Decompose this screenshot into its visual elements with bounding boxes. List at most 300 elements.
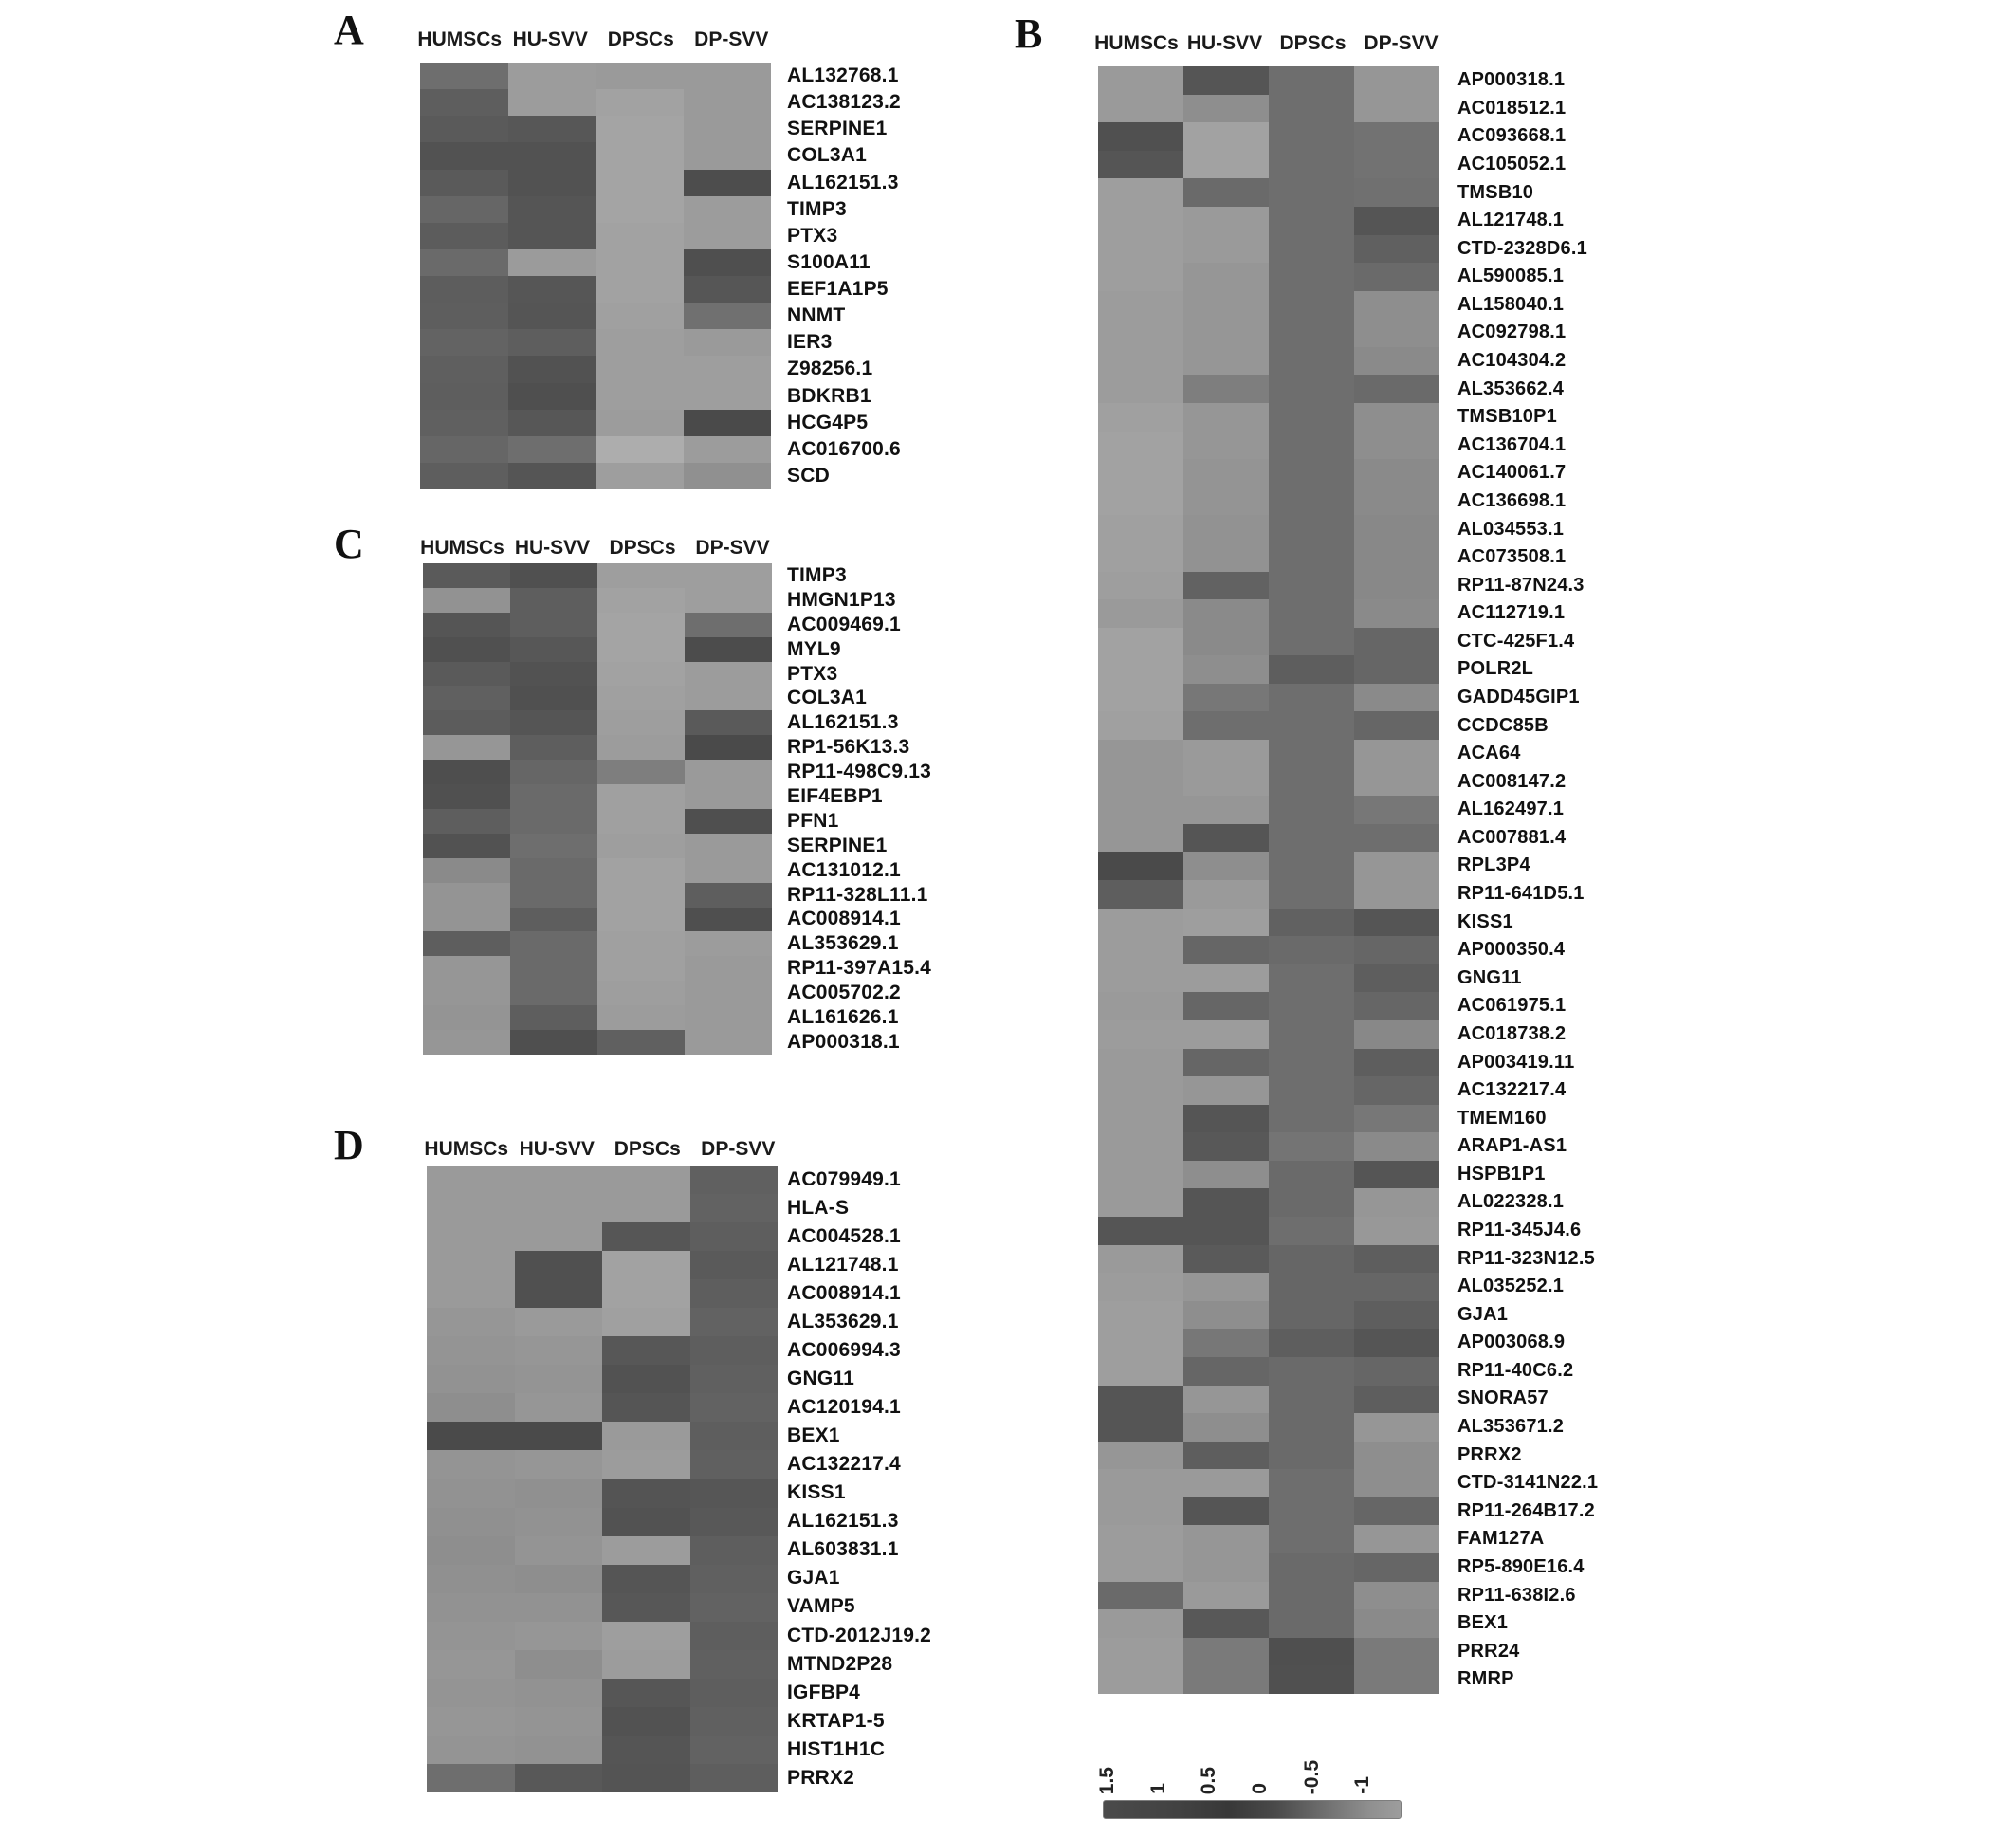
heatmap-cell (1098, 1386, 1183, 1414)
heatmap-cell (690, 1650, 779, 1679)
heatmap-cell (1269, 852, 1354, 880)
heatmap-cell (1354, 1049, 1439, 1077)
colorbar-tick-label: -1 (1351, 1776, 1374, 1794)
heatmap-cell (1183, 1413, 1269, 1442)
gene-label: AC138123.2 (787, 91, 901, 114)
heatmap-cell (1183, 1188, 1269, 1217)
heatmap-cell (685, 809, 772, 834)
heatmap-cell (1098, 403, 1183, 432)
heatmap-cell (1269, 1497, 1354, 1526)
heatmap-cell (510, 563, 597, 588)
heatmap-cell (1269, 1442, 1354, 1470)
heatmap-cell (1269, 178, 1354, 207)
heatmap-cell (1098, 711, 1183, 740)
heatmap-cell (1183, 1105, 1269, 1133)
heatmap-cell (684, 463, 772, 489)
gene-label: RP11-638I2.6 (1457, 1584, 1576, 1606)
gene-label: PRRX2 (1457, 1443, 1522, 1465)
heatmap-cell (420, 142, 508, 169)
heatmap-cell (602, 1336, 690, 1365)
heatmap-cell (1269, 207, 1354, 235)
heatmap-cell (596, 249, 684, 276)
heatmap-cell (1269, 684, 1354, 712)
gene-label: HSPB1P1 (1457, 1163, 1546, 1185)
heatmap-cell (1354, 1609, 1439, 1638)
heatmap-cell (515, 1736, 603, 1764)
gene-label: IGFBP4 (787, 1681, 861, 1703)
heatmap-cell (427, 1166, 515, 1194)
heatmap-cell (1183, 66, 1269, 95)
gene-label: SCD (787, 464, 830, 487)
heatmap-cell (423, 735, 510, 760)
heatmap-cell (1098, 1413, 1183, 1442)
heatmap-cell (684, 63, 772, 89)
heatmap-cell (1098, 655, 1183, 684)
gene-label: AL353671.2 (1457, 1416, 1565, 1438)
heatmap-cell (1183, 375, 1269, 403)
heatmap-cell (1354, 1161, 1439, 1189)
heatmap-cell (690, 1222, 779, 1251)
heatmap-cell (515, 1365, 603, 1393)
heatmap-cell (1354, 1301, 1439, 1330)
heatmap-cell (685, 613, 772, 637)
heatmap-cell (1098, 1245, 1183, 1274)
column-header-hu-svv: HU-SVV (1186, 32, 1263, 54)
heatmap-cell (515, 1251, 603, 1279)
heatmap-cell (685, 784, 772, 809)
heatmap-cell (597, 784, 685, 809)
heatmap-cell (1269, 628, 1354, 656)
gene-label: RP1-56K13.3 (787, 736, 910, 759)
gene-label: AL162151.3 (787, 711, 899, 734)
heatmap-cell (1098, 1582, 1183, 1610)
heatmap-cell (427, 1479, 515, 1507)
column-header-humscs: HUMSCs (424, 1138, 509, 1160)
heatmap-cell (508, 329, 596, 356)
heatmap-cell (1098, 880, 1183, 909)
heatmap-cell (1354, 207, 1439, 235)
column-header-dpscs: DPSCs (1279, 32, 1347, 54)
heatmap-cell (508, 223, 596, 249)
heatmap-cell (597, 735, 685, 760)
gene-label: AC009469.1 (787, 613, 901, 635)
gene-label: AL121748.1 (1457, 210, 1565, 231)
heatmap-cell (1183, 1525, 1269, 1553)
heatmap-cell (596, 170, 684, 196)
heatmap-cell (1354, 403, 1439, 432)
heatmap-cell (427, 1593, 515, 1622)
heatmap-cell (1183, 1386, 1269, 1414)
heatmap-cell (1098, 1273, 1183, 1301)
heatmap-cell (1183, 515, 1269, 543)
heatmap-cell (1183, 1638, 1269, 1666)
heatmap-cell (1098, 487, 1183, 516)
heatmap-cell (1354, 1469, 1439, 1497)
heatmap-cell (1269, 740, 1354, 768)
column-header-humscs: HUMSCs (1094, 32, 1179, 54)
heatmap-cell (597, 662, 685, 687)
heatmap-cell (1183, 122, 1269, 151)
heatmap-cell (1183, 1609, 1269, 1638)
gene-label: RP11-397A15.4 (787, 957, 932, 980)
heatmap-cell (1098, 1638, 1183, 1666)
heatmap-cell (1354, 291, 1439, 320)
gene-label: AC008147.2 (1457, 770, 1567, 792)
heatmap-cell (427, 1764, 515, 1792)
colorbar (1096, 1729, 1402, 1819)
heatmap-cell (1269, 909, 1354, 937)
heatmap-cell (1354, 1329, 1439, 1357)
gene-label: HCG4P5 (787, 411, 869, 433)
gene-label: AC093668.1 (1457, 125, 1567, 147)
heatmap-cell (508, 89, 596, 116)
heatmap-cell (508, 142, 596, 169)
heatmap-cell (510, 809, 597, 834)
heatmap-cell (508, 383, 596, 410)
heatmap-cell (602, 1422, 690, 1450)
heatmap-cell (427, 1508, 515, 1536)
gene-label: MTND2P28 (787, 1652, 893, 1675)
heatmap-cell (597, 588, 685, 613)
heatmap-cell (596, 383, 684, 410)
heatmap-cell (1183, 403, 1269, 432)
heatmap-cell (515, 1308, 603, 1336)
heatmap-cell (1354, 1076, 1439, 1105)
heatmap-cell (1098, 1329, 1183, 1357)
heatmap-cell (602, 1707, 690, 1736)
heatmap-cell (1098, 909, 1183, 937)
heatmap-cell (420, 303, 508, 329)
heatmap-cell (515, 1450, 603, 1479)
gene-label: ACA64 (1457, 743, 1521, 764)
gene-label: AL353662.4 (1457, 377, 1565, 399)
heatmap-a (420, 63, 771, 489)
heatmap-cell (1183, 655, 1269, 684)
gene-label: PFN1 (787, 809, 839, 832)
heatmap-cell (1354, 1582, 1439, 1610)
heatmap-cell (1269, 1357, 1354, 1386)
heatmap-cell (690, 1593, 779, 1622)
gene-label: AC131012.1 (787, 858, 901, 881)
heatmap-cell (602, 1565, 690, 1593)
heatmap-cell (602, 1508, 690, 1536)
heatmap-cell (685, 981, 772, 1005)
heatmap-cell (1183, 1217, 1269, 1245)
gene-label: AC132217.4 (787, 1453, 901, 1476)
heatmap-cell (515, 1194, 603, 1222)
heatmap-cell (420, 356, 508, 382)
heatmap-cell (1098, 1049, 1183, 1077)
heatmap-cell (1269, 1217, 1354, 1245)
gene-label: AP000318.1 (1457, 69, 1566, 91)
heatmap-cell (508, 249, 596, 276)
heatmap-cell (420, 410, 508, 436)
heatmap-cell (515, 1336, 603, 1365)
heatmap-cell (423, 931, 510, 956)
heatmap-cell (508, 410, 596, 436)
heatmap-cell (597, 908, 685, 932)
heatmap-cell (602, 1622, 690, 1650)
gene-labels-a (787, 63, 901, 489)
heatmap-cell (597, 613, 685, 637)
gene-label: RMRP (1457, 1668, 1514, 1690)
heatmap-cell (1269, 1469, 1354, 1497)
heatmap-cell (685, 1030, 772, 1055)
heatmap-cell (1354, 1386, 1439, 1414)
heatmap-cell (1354, 66, 1439, 95)
heatmap-cell (423, 956, 510, 981)
heatmap-cell (690, 1251, 779, 1279)
gene-label: GJA1 (787, 1567, 840, 1589)
heatmap-cell (1183, 432, 1269, 460)
gene-label: AC006994.3 (787, 1339, 901, 1362)
heatmap-cell (515, 1593, 603, 1622)
heatmap-cell (515, 1764, 603, 1792)
heatmap-cell (1098, 291, 1183, 320)
heatmap-cell (1354, 487, 1439, 516)
heatmap-cell (510, 834, 597, 858)
heatmap-cell (510, 710, 597, 735)
heatmap-cell (1183, 628, 1269, 656)
heatmap-cell (690, 1393, 779, 1422)
heatmap-cell (690, 1707, 779, 1736)
heatmap-cell (427, 1736, 515, 1764)
heatmap-cell (1269, 964, 1354, 993)
heatmap-cell (1269, 1665, 1354, 1694)
gene-labels-b (1457, 66, 1598, 1694)
heatmap-cell (427, 1622, 515, 1650)
heatmap-cell (1269, 1582, 1354, 1610)
heatmap-cell (685, 908, 772, 932)
heatmap-cell (1098, 1469, 1183, 1497)
gene-label: POLR2L (1457, 658, 1534, 680)
heatmap-cell (597, 931, 685, 956)
heatmap-cell (1354, 432, 1439, 460)
heatmap-cell (1354, 992, 1439, 1020)
heatmap-cell (602, 1650, 690, 1679)
gene-label: TMSB10 (1457, 181, 1534, 203)
heatmap-cell (1269, 459, 1354, 487)
heatmap-cell (1354, 1553, 1439, 1582)
heatmap-cell (690, 1536, 779, 1565)
gene-label: AC079949.1 (787, 1168, 901, 1191)
gene-label: SERPINE1 (787, 118, 888, 140)
heatmap-cell (1098, 684, 1183, 712)
heatmap-cell (420, 249, 508, 276)
gene-label: PRR24 (1457, 1640, 1520, 1662)
heatmap-cell (684, 196, 772, 223)
heatmap-cell (1354, 263, 1439, 291)
colorbar-tick-label: 0 (1248, 1783, 1271, 1794)
heatmap-cell (420, 196, 508, 223)
heatmap-cell (423, 662, 510, 687)
heatmap-cell (602, 1279, 690, 1308)
heatmap-cell (1183, 1553, 1269, 1582)
heatmap-cell (1098, 796, 1183, 824)
heatmap-cell (1269, 655, 1354, 684)
heatmap-cell (602, 1308, 690, 1336)
heatmap-cell (1354, 1357, 1439, 1386)
heatmap-cell (1183, 852, 1269, 880)
heatmap-cell (1183, 1582, 1269, 1610)
heatmap-cell (1354, 711, 1439, 740)
heatmap-cell (1269, 1609, 1354, 1638)
heatmap-cell (420, 170, 508, 196)
gene-label: AC018512.1 (1457, 97, 1567, 119)
gene-label: BEX1 (1457, 1612, 1509, 1634)
heatmap-cell (423, 834, 510, 858)
heatmap-cell (1098, 1553, 1183, 1582)
heatmap-cell (1354, 95, 1439, 123)
gene-label: AC073508.1 (1457, 546, 1567, 568)
gene-label: AC008914.1 (787, 908, 901, 930)
heatmap-cell (1098, 768, 1183, 797)
heatmap-cell (1183, 572, 1269, 600)
heatmap-cell (1269, 95, 1354, 123)
heatmap-cell (1183, 880, 1269, 909)
heatmap-cell (690, 1308, 779, 1336)
heatmap-cell (508, 356, 596, 382)
heatmap-cell (1183, 1442, 1269, 1470)
heatmap-cell (685, 883, 772, 908)
heatmap-cell (420, 383, 508, 410)
heatmap-cell (427, 1336, 515, 1365)
heatmap-cell (515, 1536, 603, 1565)
heatmap-cell (596, 223, 684, 249)
heatmap-cell (1269, 768, 1354, 797)
heatmap-cell (508, 116, 596, 142)
gene-label: IER3 (787, 331, 833, 354)
gene-label: AL121748.1 (787, 1254, 899, 1277)
heatmap-cell (1269, 1638, 1354, 1666)
column-header-dpscs: DPSCs (607, 28, 674, 50)
gene-label: AL353629.1 (787, 932, 899, 955)
heatmap-cell (690, 1279, 779, 1308)
gene-label: SNORA57 (1457, 1387, 1549, 1409)
heatmap-cell (1354, 1442, 1439, 1470)
gene-label: AL162151.3 (787, 1510, 899, 1533)
heatmap-cell (596, 63, 684, 89)
heatmap-cell (1183, 1301, 1269, 1330)
column-header-dpscs: DPSCs (609, 537, 676, 559)
gene-label: HLA-S (787, 1197, 850, 1220)
heatmap-cell (1269, 319, 1354, 347)
heatmap-cell (596, 89, 684, 116)
heatmap-cell (690, 1622, 779, 1650)
heatmap-cell (1269, 263, 1354, 291)
heatmap-cell (1354, 515, 1439, 543)
gene-label: GJA1 (1457, 1303, 1509, 1325)
gene-label: AP003068.9 (1457, 1332, 1566, 1353)
heatmap-cell (1354, 684, 1439, 712)
heatmap-cell (685, 735, 772, 760)
heatmap-cell (1183, 824, 1269, 853)
column-header-humscs: HUMSCs (417, 28, 503, 50)
heatmap-cell (690, 1736, 779, 1764)
heatmap-cell (427, 1194, 515, 1222)
heatmap-cell (1183, 235, 1269, 264)
heatmap-cell (1183, 319, 1269, 347)
heatmap-cell (1269, 1188, 1354, 1217)
gene-label: CTC-425F1.4 (1457, 630, 1575, 652)
heatmap-cell (690, 1422, 779, 1450)
gene-label: AC136704.1 (1457, 433, 1567, 455)
heatmap-cell (1098, 319, 1183, 347)
heatmap-cell (423, 1005, 510, 1030)
heatmap-cell (515, 1622, 603, 1650)
heatmap-cell (684, 170, 772, 196)
heatmap-cell (510, 613, 597, 637)
heatmap-cell (690, 1764, 779, 1792)
heatmap-cell (597, 858, 685, 883)
gene-label: AC140061.7 (1457, 462, 1567, 484)
heatmap-cell (1269, 1132, 1354, 1161)
heatmap-cell (690, 1679, 779, 1707)
gene-labels-d (787, 1166, 931, 1792)
heatmap-cell (596, 303, 684, 329)
gene-label: AC104304.2 (1457, 350, 1567, 372)
heatmap-cell (427, 1450, 515, 1479)
gene-label: AC016700.6 (787, 437, 901, 460)
heatmap-cell (427, 1679, 515, 1707)
heatmap-cell (1098, 1020, 1183, 1049)
heatmap-cell (1098, 459, 1183, 487)
heatmap-cell (1098, 1525, 1183, 1553)
heatmap-cell (1098, 599, 1183, 628)
heatmap-cell (1183, 487, 1269, 516)
heatmap-cell (515, 1508, 603, 1536)
heatmap-cell (1354, 1245, 1439, 1274)
heatmap-cell (1098, 66, 1183, 95)
heatmap-cell (684, 116, 772, 142)
heatmap-cell (1269, 572, 1354, 600)
gene-label: SERPINE1 (787, 834, 888, 856)
heatmap-cell (684, 249, 772, 276)
heatmap-cell (1183, 1273, 1269, 1301)
gene-label: TMSB10P1 (1457, 406, 1557, 428)
heatmap-cell (1354, 122, 1439, 151)
heatmap-cell (684, 329, 772, 356)
heatmap-cell (685, 637, 772, 662)
heatmap-cell (1354, 1188, 1439, 1217)
heatmap-cell (1098, 1665, 1183, 1694)
heatmap-cell (1354, 1638, 1439, 1666)
panel-letter-a: A (334, 7, 364, 53)
heatmap-cell (1183, 1469, 1269, 1497)
heatmap-cell (1183, 992, 1269, 1020)
heatmap-cell (1098, 432, 1183, 460)
heatmap-cell (1098, 1217, 1183, 1245)
heatmap-cell (602, 1251, 690, 1279)
heatmap-cell (508, 170, 596, 196)
heatmap-cell (1269, 1049, 1354, 1077)
heatmap-cell (684, 383, 772, 410)
heatmap-cell (515, 1422, 603, 1450)
heatmap-cell (1354, 151, 1439, 179)
heatmap-cell (597, 883, 685, 908)
heatmap-cell (1269, 1245, 1354, 1274)
heatmap-cell (515, 1166, 603, 1194)
gene-label: AL603831.1 (787, 1538, 899, 1561)
heatmap-cell (420, 463, 508, 489)
colorbar-tick-label: 1.5 (1096, 1766, 1118, 1794)
gene-label: AC018738.2 (1457, 1022, 1567, 1044)
gene-label: MYL9 (787, 637, 841, 660)
heatmap-cell (515, 1393, 603, 1422)
heatmap-cell (1183, 151, 1269, 179)
heatmap-cell (596, 463, 684, 489)
heatmap-cell (1183, 263, 1269, 291)
